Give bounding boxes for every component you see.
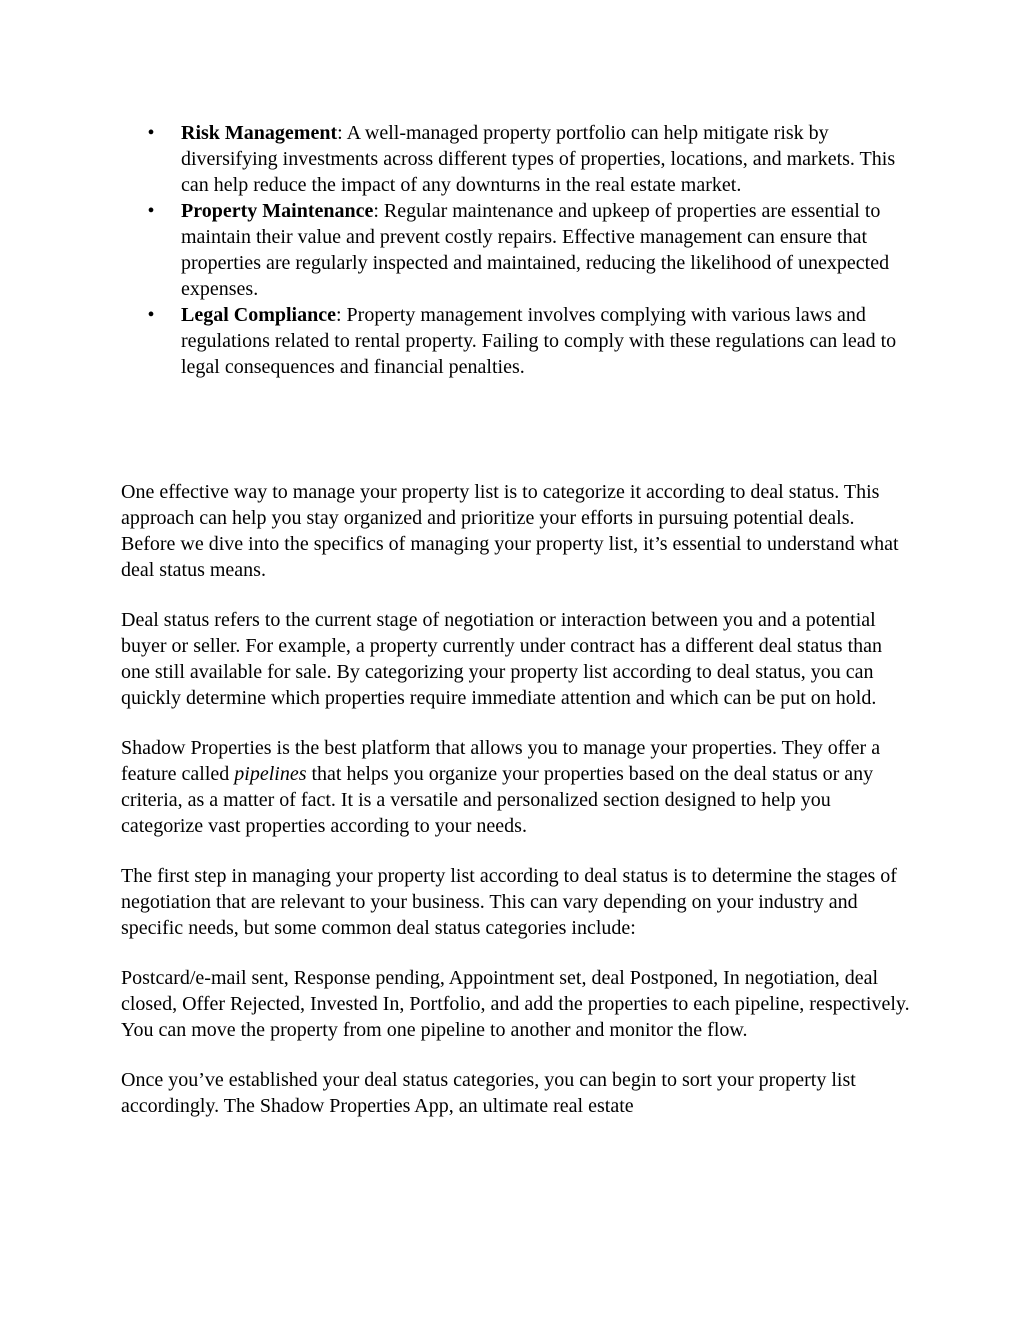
bullet-text: : A well-managed property portfolio can help mitigate risk by diversifying investments across different types of properties, locations, and markets. This can help reduce the impact of any downturns in the real estate market.	[181, 122, 896, 196]
bullet-icon: •	[147, 122, 155, 144]
bullet-list	[121, 120, 911, 380]
paragraph-text: Shadow Properties is the best platform that allows you to manage your properties. They offer a feature called	[121, 737, 881, 785]
bullet-term: Risk Management	[181, 122, 338, 144]
paragraph-shadow-properties	[121, 735, 911, 839]
emphasis-pipelines: pipelines	[234, 763, 307, 785]
paragraph-text: that helps you organize your properties based on the deal status or any criteria, as a matter of fact. It is a versatile and personalized section designed to help you categorize vast properties according to your needs.	[121, 763, 874, 837]
paragraph-categories: Postcard/e-mail sent, Response pending, Appointment set, deal Postponed, In negotiation, deal closed, Offer Rejected, Invested In, Portfolio, and add the properties to each pipeline, respectively. You can move the property from one pipeline to another and monitor the flow.	[121, 967, 910, 1041]
paragraph-sorting: Once you’ve established your deal status categories, you can begin to sort your property list accordingly. The Shadow Properties App, an ultimate real estate	[121, 1069, 856, 1117]
bullet-icon: •	[147, 200, 155, 222]
paragraph-first-step: The first step in managing your property list according to deal status is to determine the stages of negotiation that are relevant to your business. This can vary depending on your industry and specific needs, but some common deal status categories include:	[121, 865, 897, 939]
bullet-term: Property Maintenance	[181, 200, 374, 222]
bullet-term: Legal Compliance	[181, 304, 336, 326]
bullet-text: : Regular maintenance and upkeep of properties are essential to maintain their value and prevent costly repairs. Effective management can ensure that properties are regularly inspected and maintained, reducing the likelihood of unexpected expenses.	[181, 200, 890, 300]
paragraph-deal-status-intro: One effective way to manage your property list is to categorize it according to deal status. This approach can help you stay organized and prioritize your efforts in pursuing potential deals. Before we dive into the specifics of managing your property list, it’s essential to understand what deal status means.	[121, 481, 899, 581]
bullet-icon: •	[147, 304, 155, 326]
paragraph-deal-status-definition: Deal status refers to the current stage of negotiation or interaction between you and a potential buyer or seller. For example, a property currently under contract has a different deal status than one still available for sale. By categorizing your property list according to deal status, you can quickly determine which properties require immediate attention and which can be put on hold.	[121, 609, 883, 709]
bullet-text: : Property management involves complying with various laws and regulations related to rental property. Failing to comply with these regulations can lead to legal consequences and financial penalties.	[181, 304, 897, 378]
body-text	[121, 479, 911, 1143]
bullet-item-risk-management	[121, 120, 911, 198]
bullet-item-legal-compliance	[121, 302, 911, 380]
bullet-item-property-maintenance	[121, 198, 911, 302]
